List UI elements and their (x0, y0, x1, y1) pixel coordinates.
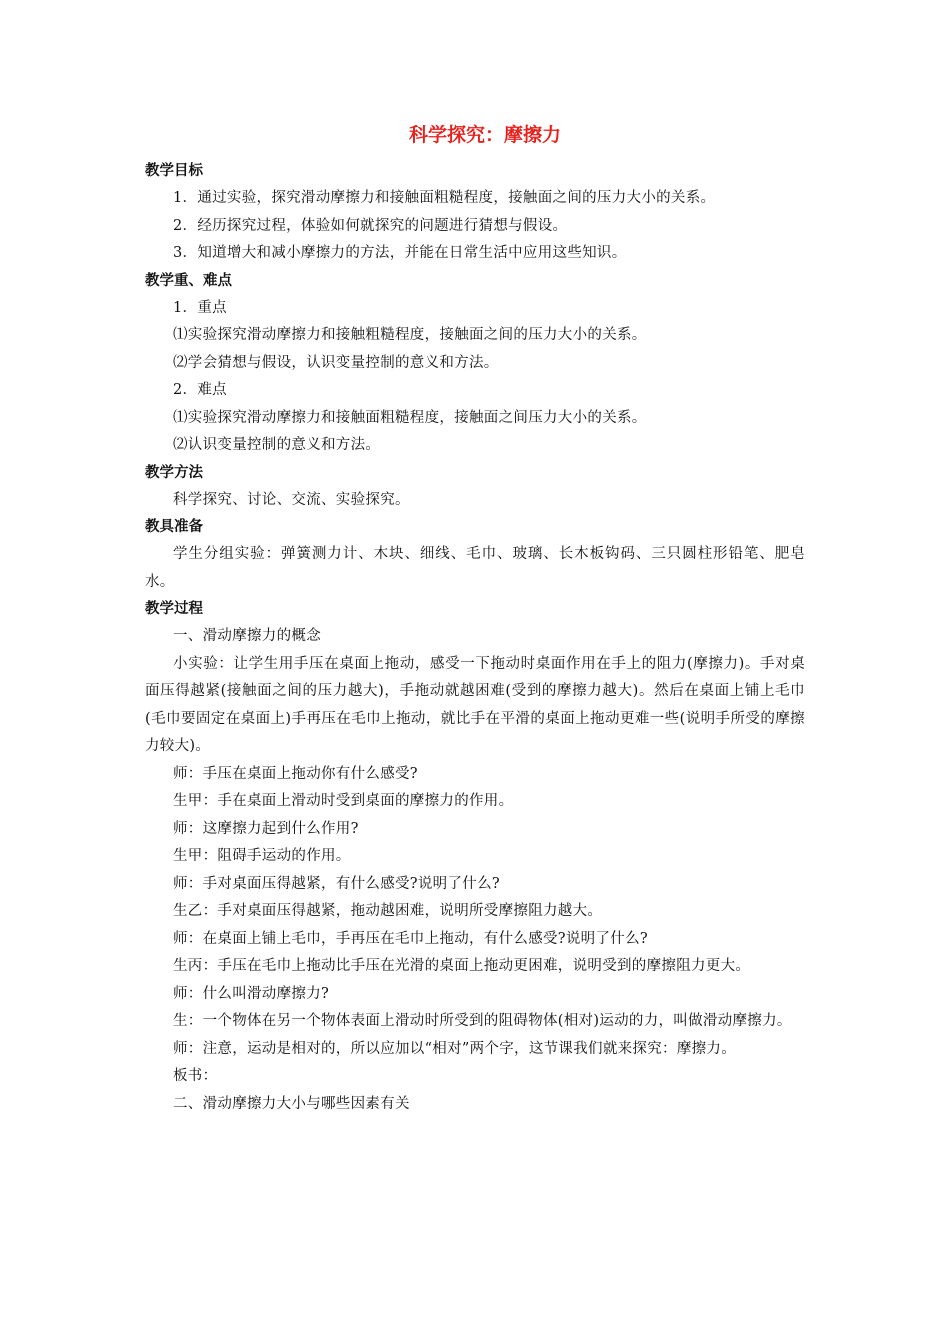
paragraph: 3．知道增大和减小摩擦力的方法，并能在日常生活中应用这些知识。 (173, 245, 627, 261)
paragraph: 师：这摩擦力起到什么作用? (173, 820, 359, 837)
paragraph: 小实验：让学生用手压在桌面上拖动，感受一下拖动时桌面作用在手上的阻力(摩擦力)。手对桌面压得越紧(接触面之间的压力越大)，手拖动就越困难(受到的摩擦力越大)。然后在桌面上铺上毛巾(毛巾要固定在桌面上)手再压在毛巾上拖动，就比手在平滑的桌面上拖动更难一些(说明手所受的摩擦力较大)。 (145, 655, 805, 754)
paragraph: 师：手压在桌面上拖动你有什么感受? (173, 765, 418, 782)
paragraph: 生甲：手在桌面上滑动时受到桌面的摩擦力的作用。 (173, 793, 514, 809)
document-page (145, 118, 805, 1118)
paragraph: 二、滑动摩擦力大小与哪些因素有关 (173, 1095, 410, 1112)
paragraph: 生：一个物体在另一个物体表面上滑动时所受到的阻碍物体(相对)运动的力，叫做滑动摩擦力。 (173, 1013, 792, 1029)
section-heading: 教学目标 (145, 163, 203, 179)
paragraph: 师：在桌面上铺上毛巾，手再压在毛巾上拖动，有什么感受?说明了什么? (173, 930, 648, 947)
paragraph: 2．难点 (173, 382, 227, 398)
section-heading: 教学重、难点 (145, 272, 232, 289)
paragraph: ⑴实验探究滑动摩擦力和接触面粗糙程度，接触面之间压力大小的关系。 (173, 409, 647, 426)
section-methods (145, 460, 805, 515)
document-title: 科学探究：摩擦力 (408, 124, 561, 146)
paragraph: ⑴实验探究滑动摩擦力和接触粗糙程度，接触面之间的压力大小的关系。 (173, 327, 647, 343)
paragraph: 生甲：阻碍手运动的作用。 (173, 848, 351, 864)
section-heading: 教学方法 (145, 464, 203, 481)
paragraph: 生丙：手压在毛巾上拖动比手压在光滑的桌面上拖动更困难，说明受到的摩擦阻力更大。 (173, 958, 751, 974)
section-heading: 教学过程 (145, 601, 203, 617)
paragraph: 1．通过实验，探究滑动摩擦力和接触面粗糙程度，接触面之间的压力大小的关系。 (173, 190, 716, 206)
paragraph: 1．重点 (173, 299, 227, 316)
paragraph: 学生分组实验：弹簧测力计、木块、细线、毛巾、玻璃、长木板钩码、三只圆柱形铅笔、肥皂水。 (145, 546, 805, 590)
section-process (145, 596, 805, 1118)
section-key-points (145, 268, 805, 460)
paragraph: 师：什么叫滑动摩擦力? (173, 985, 330, 1002)
paragraph: 师：手对桌面压得越紧，有什么感受?说明了什么? (173, 875, 500, 892)
section-heading: 教具准备 (145, 519, 203, 535)
paragraph: 生乙：手对桌面压得越紧，拖动越困难，说明所受摩擦阻力越大。 (173, 903, 603, 919)
paragraph: ⑵认识变量控制的意义和方法。 (173, 437, 381, 453)
paragraph: 一、滑动摩擦力的概念 (173, 628, 321, 644)
paragraph: 板书： (173, 1068, 218, 1084)
paragraph: ⑵学会猜想与假设，认识变量控制的意义和方法。 (173, 354, 499, 371)
paragraph: 科学探究、讨论、交流、实验探究。 (173, 491, 410, 508)
paragraph: 师：注意，运动是相对的，所以应加以“相对”两个字，这节课我们就来探究：摩擦力。 (173, 1040, 737, 1057)
paragraph: 2．经历探究过程，体验如何就探究的问题进行猜想与假设。 (173, 217, 568, 234)
section-materials (145, 514, 805, 596)
section-objectives (145, 158, 805, 268)
